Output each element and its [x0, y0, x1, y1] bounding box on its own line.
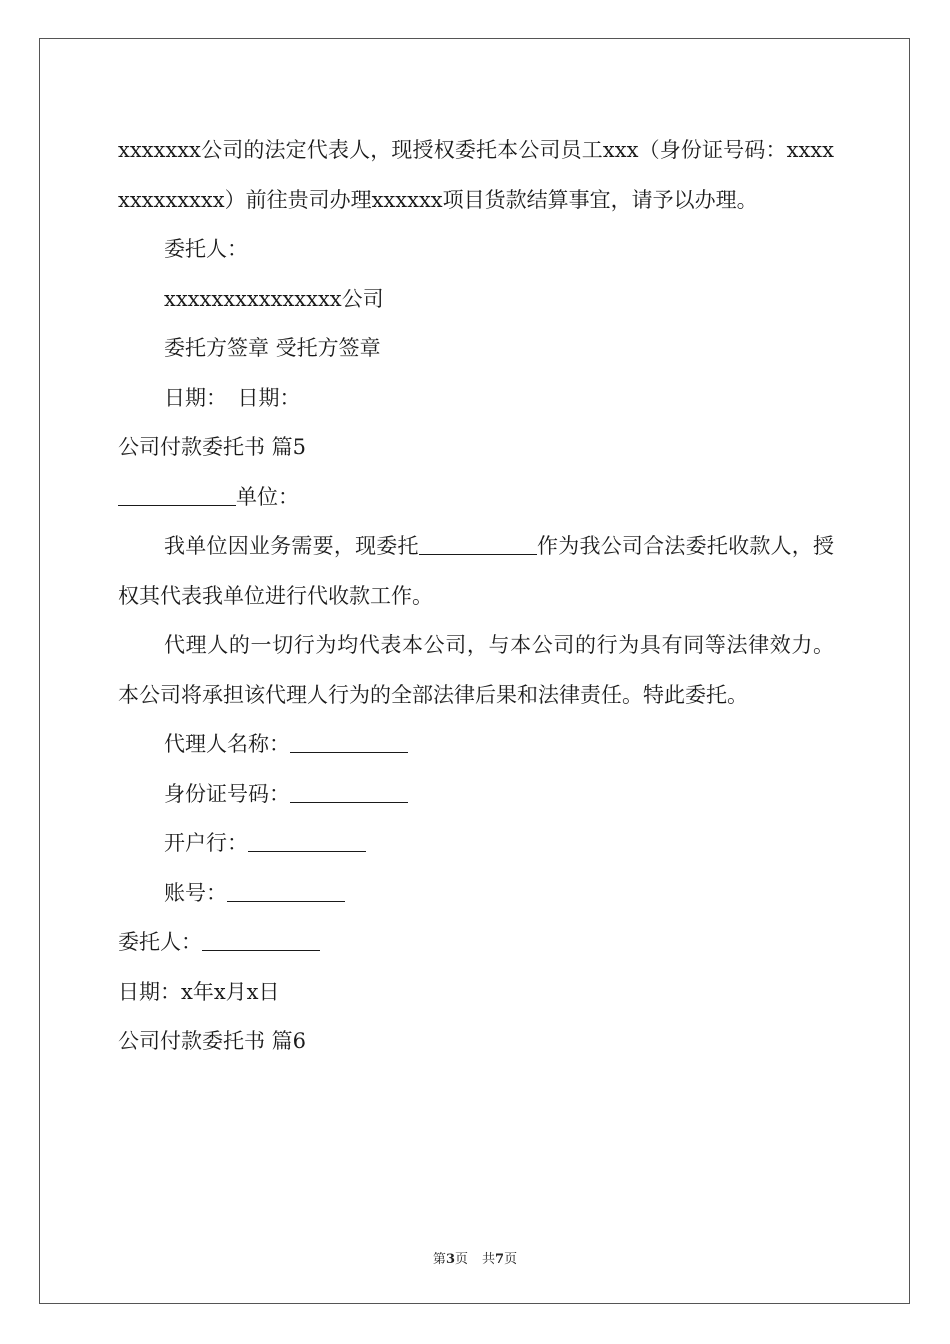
paragraph-authorization: xxxxxxx公司的法定代表人，现授权委托本公司员工xxx（身份证号码：xxxxxxxxxxxxx）前往贵司办理xxxxxx项目货款结算事宜，请予以办理。: [118, 138, 834, 212]
blank-underline: [290, 779, 408, 802]
page-current: 3: [445, 1252, 455, 1267]
principal-label: 委托人：: [118, 930, 202, 954]
id-number-line: [118, 770, 834, 820]
page-footer: [0, 1248, 950, 1267]
principal-sign-line: [118, 918, 834, 968]
section-title-6: 公司付款委托书 篇6: [118, 1029, 307, 1053]
bank-line: [118, 819, 834, 869]
entrust-text-after: 作为我公司合法委托收款人，授权其代表我单位进行代收款工作。: [118, 534, 835, 608]
blank-underline: [227, 878, 345, 901]
blank-underline: [419, 532, 537, 555]
total-prefix: 共: [482, 1252, 496, 1267]
unit-line: [118, 473, 834, 523]
paragraph-liability: 代理人的一切行为均代表本公司，与本公司的行为具有同等法律效力。本公司将承担该代理人行为的全部法律后果和法律责任。特此委托。: [118, 633, 834, 707]
blank-underline: [248, 829, 366, 852]
signature-line: 委托方签章 受托方签章: [164, 336, 381, 360]
unit-label: 单位：: [236, 484, 299, 509]
entrust-text-before: 我单位因业务需要，现委托: [164, 534, 419, 558]
date-line-1: 日期： 日期：: [164, 385, 301, 410]
page-suffix: 页: [454, 1252, 468, 1267]
total-suffix: 页: [504, 1252, 518, 1267]
date-line-2: 日期：x年x月x日: [118, 979, 280, 1004]
document-body: [118, 126, 834, 1067]
id-number-label: 身份证号码：: [164, 781, 290, 806]
company-name-line: xxxxxxxxxxxxxxx公司: [164, 286, 384, 311]
blank-underline: [202, 928, 320, 951]
principal-line: 委托人：: [164, 237, 248, 261]
agent-name-label: 代理人名称：: [164, 732, 290, 756]
blank-underline: [118, 482, 236, 505]
page-prefix: 第: [432, 1252, 446, 1267]
page-total: 7: [495, 1252, 505, 1267]
agent-name-line: [118, 720, 834, 770]
bank-label: 开户行：: [164, 831, 248, 855]
account-label: 账号：: [164, 880, 227, 905]
section-title-5: 公司付款委托书 篇5: [118, 435, 307, 459]
paragraph-entrust: [118, 522, 834, 621]
blank-underline: [290, 730, 408, 753]
account-line: [118, 869, 834, 919]
